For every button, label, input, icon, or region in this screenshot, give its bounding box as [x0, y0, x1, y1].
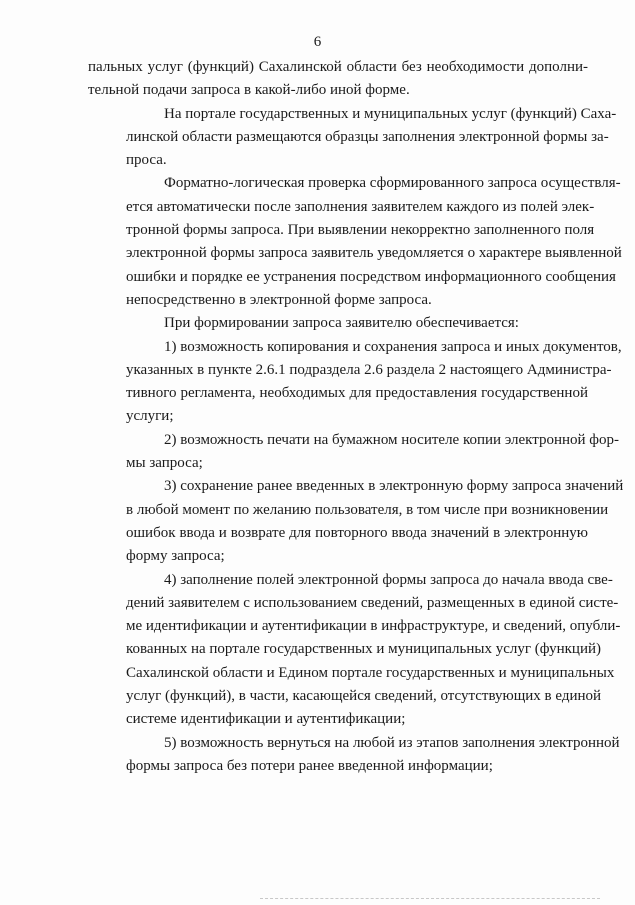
text-line: При формировании запроса заявителю обеспечивается:: [164, 315, 519, 332]
text-line: непосредственно в электронной форме запроса.: [126, 291, 432, 308]
text-line: Сахалинской области и Едином портале государственных и муниципальных: [126, 664, 615, 681]
text-line: тивного регламента, необходимых для предоставления государственной: [126, 385, 588, 402]
text-line: кованных на портале государственных и муниципальных услуг (функций): [126, 641, 601, 658]
document-body: [88, 56, 624, 778]
paragraph: [88, 475, 624, 568]
text-line: На портале государственных и муниципальных услуг (функций) Саха-: [164, 105, 617, 122]
paragraph: [88, 103, 617, 173]
text-line: услуг (функций), в части, касающейся сведений, отсутствующих в единой: [126, 688, 602, 705]
footer-scan-artifact: [260, 898, 600, 899]
paragraph: [88, 569, 621, 732]
text-line: 2) возможность печати на бумажном носителе копии электронной фор-: [164, 431, 620, 448]
text-line: 3) сохранение ранее введенных в электронную форму запроса значений: [164, 478, 624, 495]
text-line: проса.: [126, 152, 167, 169]
text-line: системе идентификации и аутентификации;: [126, 711, 406, 728]
text-line: линской области размещаются образцы заполнения электронной формы за-: [126, 128, 609, 145]
paragraph: [88, 732, 620, 779]
text-line: 1) возможность копирования и сохранения запроса и иных документов,: [164, 338, 622, 355]
text-line: формы запроса без потери ранее введенной информации;: [126, 757, 493, 774]
text-line: электронной формы запроса заявитель уведомляется о характере выявленной: [126, 245, 622, 262]
text-line: Форматно-логическая проверка сформированного запроса осуществля-: [164, 175, 621, 192]
paragraph: [88, 172, 622, 312]
text-line: ме идентификации и аутентификации в инфраструктуре, и сведений, опубли-: [126, 618, 621, 635]
text-line: тронной формы запроса. При выявлении некорректно заполненного поля: [126, 222, 595, 239]
page-number: 6: [313, 34, 322, 50]
text-line: 5) возможность вернуться на любой из этапов заполнения электронной: [164, 734, 620, 751]
text-line: ошибки и порядке ее устранения посредством информационного сообщения: [126, 268, 616, 285]
text-line: пальных услуг (функций) Сахалинской области без необходимости дополни-: [88, 59, 588, 75]
text-line: указанных в пункте 2.6.1 подраздела 2.6 раздела 2 настоящего Администра-: [126, 361, 612, 378]
text-line: ется автоматически после заполнения заявителем каждого из полей элек-: [126, 198, 595, 215]
text-line: мы запроса;: [126, 455, 203, 472]
paragraph: [88, 56, 588, 103]
text-line: ошибок ввода и возврате для повторного ввода значений в электронную: [126, 524, 588, 541]
text-line: услуги;: [126, 408, 174, 425]
paragraph: [88, 429, 620, 476]
text-line: форму запроса;: [126, 548, 225, 565]
text-line: дений заявителем с использованием сведений, размещенных в единой систе-: [126, 594, 619, 611]
paragraph: [88, 312, 588, 335]
text-line: тельной подачи запроса в какой-либо иной форме.: [88, 82, 410, 99]
paragraph: [88, 336, 622, 429]
text-line: в любой момент по желанию пользователя, в том числе при возникновении: [126, 501, 609, 518]
text-line: 4) заполнение полей электронной формы запроса до начала ввода све-: [164, 571, 613, 588]
